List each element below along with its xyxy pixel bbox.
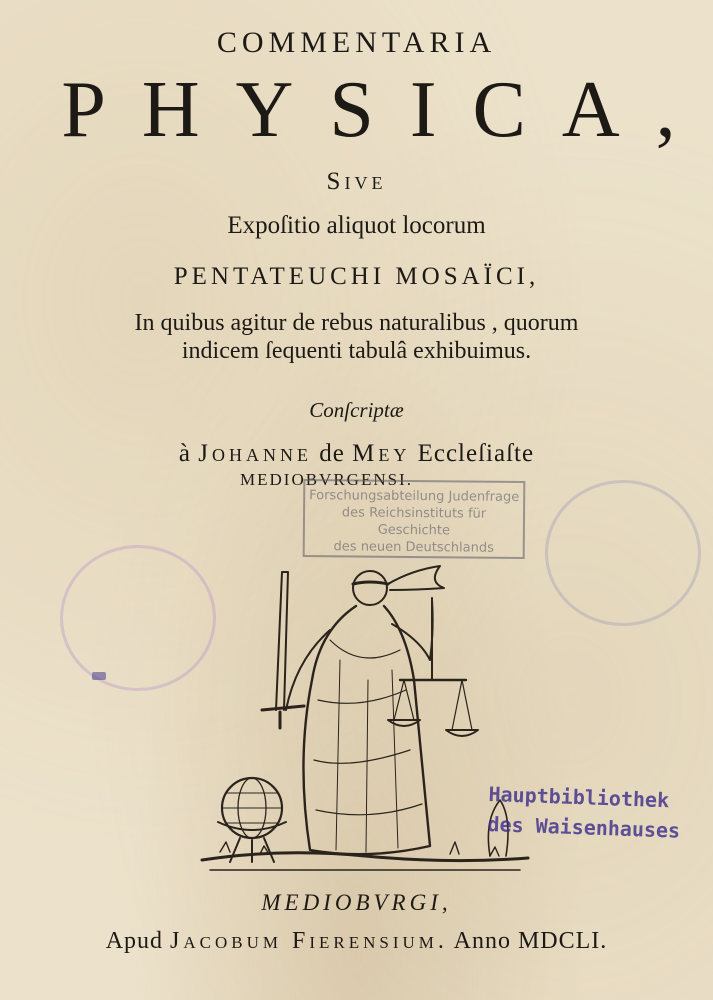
imprint-apud: Apud: [105, 928, 164, 954]
archive-stamp-line-1: Forschungsabteilung Judenfrage: [309, 488, 520, 505]
imprint-year: Anno MDCLI.: [453, 928, 608, 954]
archive-stamp: [303, 479, 526, 559]
title-indicem: indicem ſequenti tabulâ exhibuimus.: [181, 338, 532, 364]
title-sive: Sive: [326, 168, 387, 195]
library-stamp-line-1: Hauptbibliothek: [488, 782, 670, 813]
imprint-printer: Jacobum Fierensium.: [170, 928, 448, 954]
justice-woodcut-illustration: [200, 560, 530, 880]
author-ecclesiaste: Eccleſiaſte: [417, 440, 535, 467]
archive-stamp-line-3: des neuen Deutschlands: [333, 539, 494, 556]
imprint-line: [0, 928, 713, 955]
author-mey: Mey: [352, 440, 411, 467]
title-commentaria: COMMENTARIA: [216, 26, 497, 59]
imprint-place: MEDIOBVRGI,: [261, 890, 452, 915]
title-pentateuchi: PENTATEUCHI MOSAÏCI,: [173, 263, 540, 290]
author-de: de: [319, 440, 345, 467]
ink-mark: [92, 672, 106, 680]
title-expositio: Expoſitio aliquot locorum: [227, 212, 486, 239]
author-johanne: Johanne: [198, 440, 312, 467]
author-a: à: [178, 440, 192, 467]
faded-round-stamp-left: [60, 545, 216, 691]
faded-round-stamp-right: [545, 480, 701, 626]
title-physica: PHYSICA,: [61, 66, 712, 154]
title-in-quibus: In quibus agitur de rebus naturalibus , quorum: [134, 310, 579, 336]
title-mediobvrgensi: MEDIOBVRGENSI.: [240, 470, 413, 489]
archive-stamp-line-2: des Reichsinstituts für Geschichte: [341, 505, 487, 539]
library-stamp-line-2: des Waisenhauses: [487, 811, 681, 843]
library-stamp: [487, 779, 713, 847]
author-line: [0, 440, 713, 468]
title-conscriptae: Conſcriptæ: [309, 398, 404, 422]
